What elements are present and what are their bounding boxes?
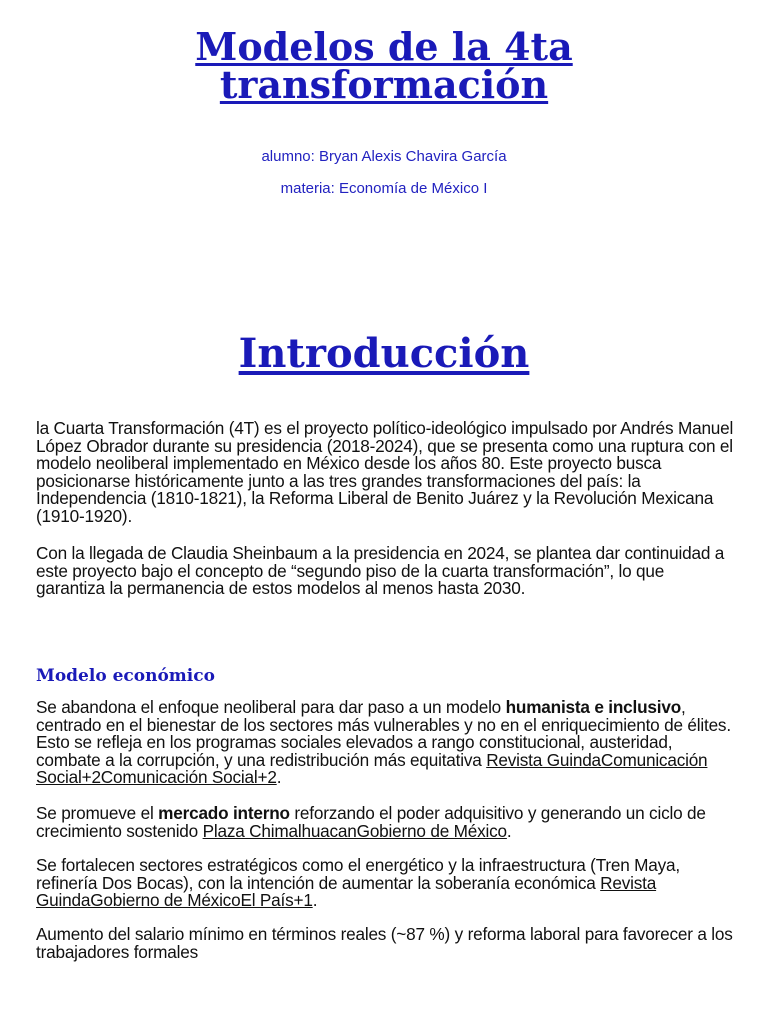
bold-term: humanista e inclusivo [505, 697, 681, 717]
text-run: Se fortalecen sectores estratégicos como el energético y la infraestructura (Tren Maya, refinería Dos Bocas), con la intención de aumentar la soberanía económica [36, 855, 680, 893]
source-link[interactable]: Revista GuindaGobierno de MéxicoEl País+1 [36, 872, 657, 911]
text-run: reforzando el poder adquisitivo y generando un ciclo de crecimiento sostenido [36, 803, 706, 841]
bold-term: mercado interno [158, 803, 290, 823]
source-link[interactable]: Plaza ChimalhuacanGobierno de México [202, 820, 507, 841]
economic-paragraph-4: Aumento del salario mínimo en términos reales (~87 %) y reforma laboral para favorecer a los trabajadores formales [36, 924, 733, 962]
title-line-2: transformación [219, 62, 549, 107]
intro-paragraph-2: Con la llegada de Claudia Sheinbaum a la presidencia en 2024, se plantea dar continuidad a este proyecto bajo el concepto de “segundo piso de la cuarta transformación”, lo que garantiza la permanencia de estos modelos al menos hasta 2030. [36, 543, 725, 599]
text-run: . [276, 767, 282, 788]
intro-paragraph-1: la Cuarta Transformación (4T) es el proyecto político-ideológico impulsado por Andrés Manuel López Obrador durante su presidencia (2018-2024), que se presenta como una ruptura con el modelo neoliberal implementado en México desde los años 80. Este proyecto busca posicionarse históricamente junto a las tres grandes transformaciones del país: la Independencia (1810-1821), la Reforma Liberal de Benito Juárez y la Revolución Mexicana (1910-1920). [36, 418, 734, 526]
economic-paragraph-1 [36, 699, 736, 787]
student-name: alumno: Bryan Alexis Chavira García [261, 148, 507, 165]
text-run: . [312, 890, 318, 911]
economic-paragraph-2 [36, 805, 736, 840]
title-line-1: Modelos de la 4ta [195, 24, 573, 69]
intro-heading: Introducción [238, 330, 530, 377]
text-run: . [506, 820, 512, 841]
economic-paragraph-3 [36, 857, 736, 910]
text-run: Se abandona el enfoque neoliberal para dar paso a un modelo [36, 697, 506, 717]
text-run: Se promueve el [36, 803, 159, 823]
economic-heading: Modelo económico [36, 666, 215, 686]
source-link[interactable]: Revista GuindaComunicación Social+2Comunicación Social+2 [36, 749, 708, 788]
text-run: , centrado en el bienestar de los sectores más vulnerables y no en el enriquecimiento de élites. Esto se refleja en los programas sociales elevados a rango constitucional, austeridad, combate a la corrupción, y una redistribución más equitativa [36, 697, 731, 770]
document-title [0, 24, 768, 107]
subject-name: materia: Economía de México I [280, 180, 488, 197]
